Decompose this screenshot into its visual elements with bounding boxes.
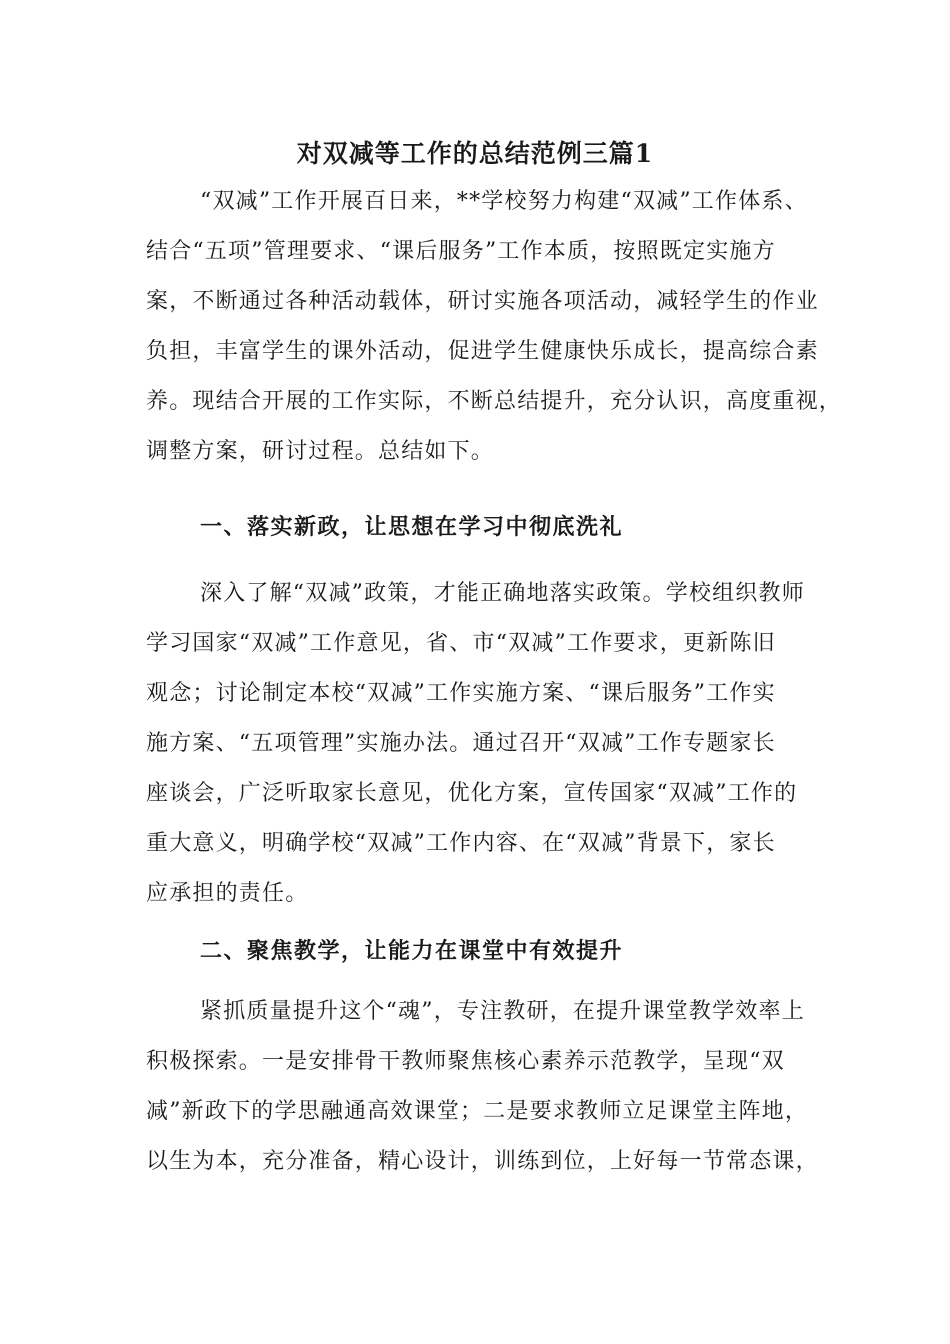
section-heading-2: 二、聚焦教学，让能力在课堂中有效提升 bbox=[200, 938, 624, 964]
paragraph-2-line-1: 深入了解“双减”政策，才能正确地落实政策。学校组织教师 bbox=[200, 581, 805, 606]
paragraph-1-line-5: 养。现结合开展的工作实际，不断总结提升，充分认识，高度重视， bbox=[146, 389, 843, 414]
paragraph-1-line-4: 负担，丰富学生的课外活动，促进学生健康快乐成长，提高综合素 bbox=[146, 339, 819, 364]
document-title: 对双减等工作的总结范例三篇1 bbox=[296, 139, 654, 168]
paragraph-1-line-3: 案，不断通过各种活动载体，研讨实施各项活动，减轻学生的作业 bbox=[146, 289, 819, 314]
paragraph-1-line-1: “双减”工作开展百日来，**学校努力构建“双减”工作体系、 bbox=[200, 189, 808, 214]
section-heading-1: 一、落实新政，让思想在学习中彻底洗礼 bbox=[200, 514, 624, 540]
paragraph-1-line-6: 调整方案，研讨过程。总结如下。 bbox=[146, 439, 495, 464]
paragraph-2-line-6: 重大意义，明确学校“双减”工作内容、在“双减”背景下，家长 bbox=[146, 831, 776, 856]
paragraph-2-line-4: 施方案、“五项管理”实施办法。通过召开“双减”工作专题家长 bbox=[146, 731, 776, 756]
paragraph-3-line-2: 积极探索。一是安排骨干教师聚焦核心素养示范教学，呈现“双 bbox=[146, 1049, 785, 1074]
paragraph-2-line-2: 学习国家“双减”工作意见，省、市“双减”工作要求，更新陈旧 bbox=[146, 631, 776, 656]
paragraph-2-line-7: 应承担的责任。 bbox=[146, 881, 309, 906]
paragraph-2-line-5: 座谈会，广泛听取家长意见，优化方案，宣传国家“双减”工作的 bbox=[146, 781, 798, 806]
paragraph-2-line-3: 观念；讨论制定本校“双减”工作实施方案、“课后服务”工作实 bbox=[146, 681, 776, 706]
paragraph-3-line-4: 以生为本，充分准备，精心设计，训练到位，上好每一节常态课， bbox=[146, 1149, 819, 1174]
paragraph-3-line-3: 减”新政下的学思融通高效课堂；二是要求教师立足课堂主阵地， bbox=[146, 1099, 809, 1124]
paragraph-1-line-2: 结合“五项”管理要求、“课后服务”工作本质，按照既定实施方 bbox=[146, 239, 776, 264]
paragraph-3-line-1: 紧抓质量提升这个“魂”，专注教研，在提升课堂教学效率上 bbox=[200, 999, 805, 1024]
